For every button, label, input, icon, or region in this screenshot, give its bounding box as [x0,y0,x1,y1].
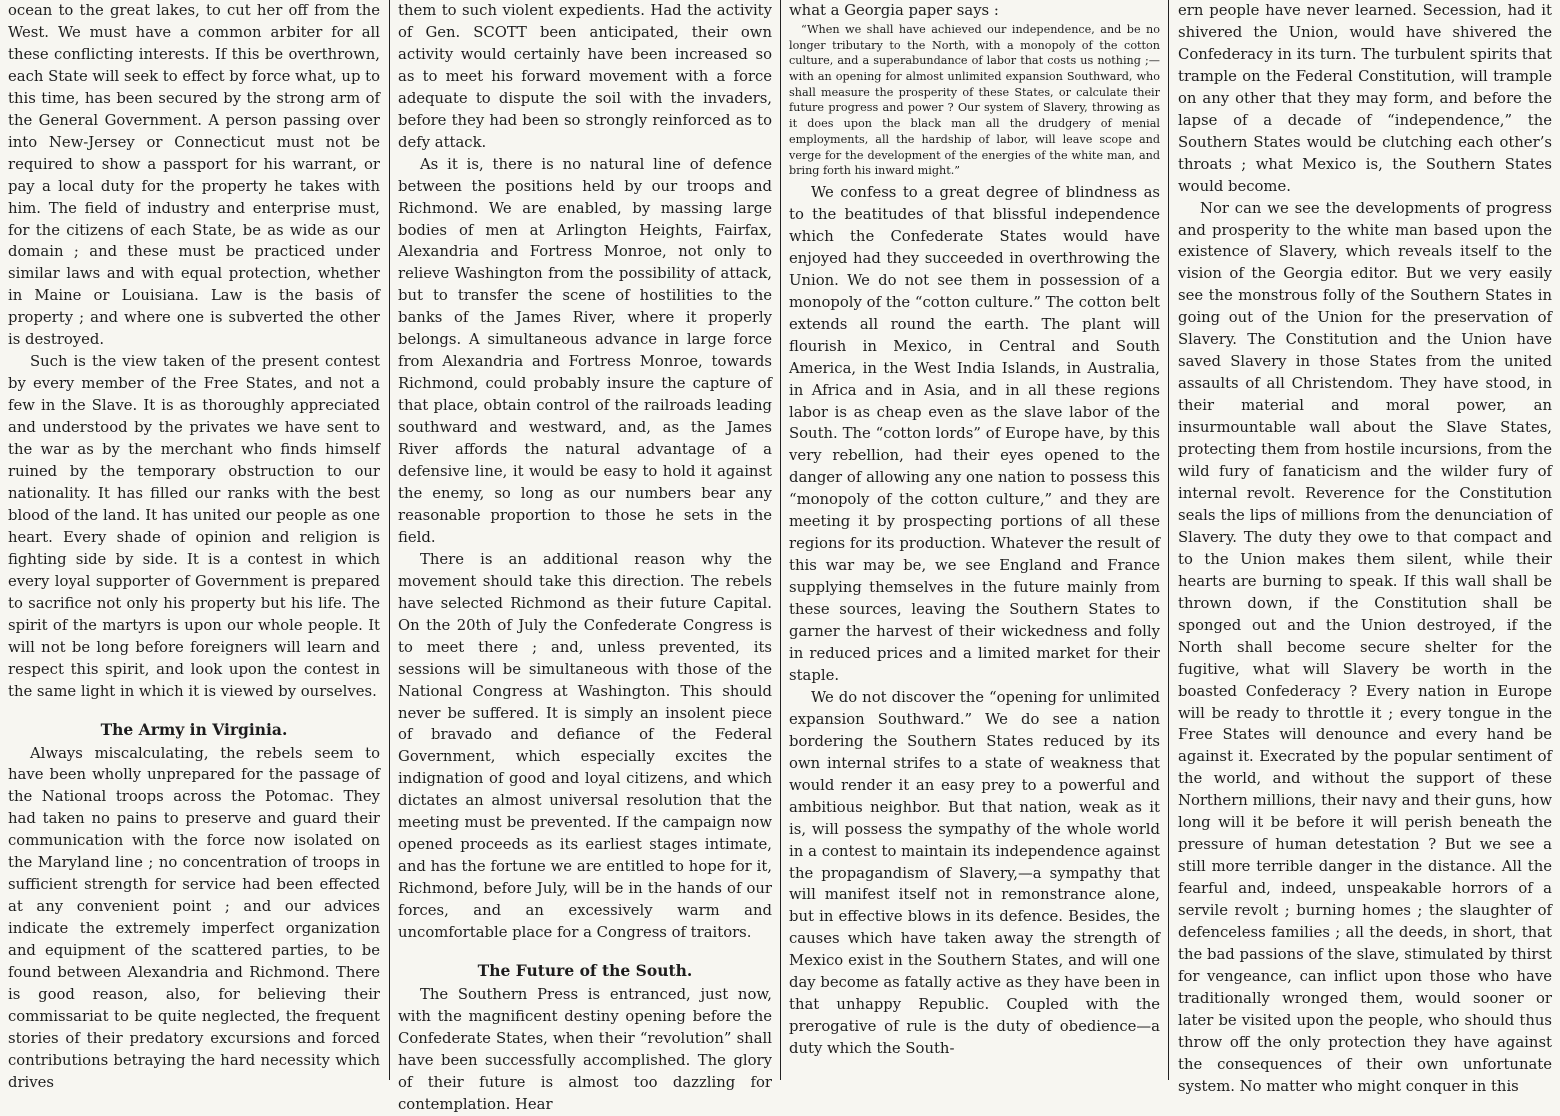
paragraph: Nor can we see the developments of progress and prosperity to the white man based upon the existence of Slavery, which reveals itself to the vision of the Georgia editor. But we very easily see the monstrous folly of the Southern States in going out of the Union for the preservation of Slavery. The Constitution and the Union have saved Slavery in those States from the united assaults of all Christendom. They have stood, in their material and moral power, an insurmountable wall about the Slave States, protecting them from hostile incursions, from the wild fury of fanaticism and the wilder fury of internal revolt. Reverence for the Constitution seals the lips of millions from the denunciation of Slavery. The duty they owe to that compact and to the Union makes them silent, while their hearts are burning to speak. If this wall shall be thrown down, if the Constitution shall be sponged out and the Union destroyed, if the North shall become secure shelter for the fugitive, what will Slavery be worth in the boasted Confederacy ? Every nation in Europe will be ready to throttle it ; every tongue in the Free States will denounce and every hand be against it. Execrated by the popular sentiment of the world, and without the support of these Northern millions, their navy and their guns, how long will it be before it will perish beneath the pressure of human detestation ? But we see a still more terrible danger in the distance. All the fearful and, indeed, unspeakable horrors of a servile revolt ; burning homes ; the slaughter of defenceless families ; all the deeds, in short, that the bad passions of the slave, stimulated by thirst for vengeance, can inflict upon those who have traditionally wronged them, would sooner or later be visited upon the people, who should thus throw off the only protection they have against the consequences of their own unfortunate system. No matter who might conquer in this [1178,199,1552,1095]
article-heading: The Army in Virginia. [100,719,288,739]
article-heading: The Future of the South. [477,960,693,980]
continued-paragraph: ern people have never learned. Secession, had it shivered the Union, would have shivered the Confederacy in its turn. The turbulent spirits that trample on the Federal Constitution, will trample on any other that they may form, and before the lapse of a decade of “independence,” the Southern States would be clutching each other’s throats ; what Mexico is, the Southern States would become. [1178,2,1552,195]
paragraph: There is an additional reason why the movement should take this direction. The rebels have selected Richmond as their future Capital. On the 20th of July the Confederate Congress is to meet there ; and, unless prevented, its sessions will be simultaneous with those of the National Congress at Washington. This should never be suffered. It is simply an insolent piece of bravado and defiance of the Federal Government, which especially excites the indignation of good and loyal citizens, and which dictates an almost universal resolution that the meeting must be prevented. If the campaign now opened proceeds as its earliest stages intimate, and has the fortune we are entitled to hope for it, Richmond, before July, will be in the hands of our forces, and an excessively warm and uncomfortable place for a Congress of traitors. [398,550,772,942]
column-rule-3 [1168,0,1169,1080]
column-rule-1 [389,0,390,1080]
paragraph: Always miscalculating, the rebels seem to have been wholly unprepared for the passage of the National troops across the Potomac. They had taken no pains to preserve and guard their communication with the force now isolated on the Maryland line ; no concentration of troops in sufficient strength for service had been effected at any convenient point ; and our advices indicate the extremely imperfect organization and equipment of the scattered parties, to be found between Alexandria and Richmond. There is good reason, also, for believing their commissariat to be quite neglected, the frequent stories of their predatory excursions and forced contributions betraying the hard necessity which drives [8,744,380,1091]
column-rule-2 [780,0,781,1080]
quoted-passage: “When we shall have achieved our independence, and be no longer tributary to the North, with a monopoly of the cotton culture, and a superabundance of labor that costs us nothing ;—with an opening for almost unlimited expansion Southward, who shall measure the prosperity of these States, or calculate their future progress and power ? Our system of Slavery, throwing as it does upon the black man all the drudgery of menial employments, all the hardship of labor, will leave scope and verge for the development of the energies of the white man, and bring forth his inward might.” [789,22,1160,178]
continued-paragraph: them to such violent expedients. Had the activity of Gen. SCOTT been anticipated, their own activity would certainly have been increased so as to meet his forward movement with a force adequate to dispute the soil with the invaders, before they had been so strongly reinforced as to defy attack. [398,2,772,151]
column-4 [1178,0,1552,1095]
paragraph: We do not discover the “opening for unlimited expansion Southward.” We do see a nation bordering the Southern States reduced by its own internal strifes to a state of weakness that would render it an easy prey to a powerful and ambitious neighbor. But that nation, weak as it is, will possess the sympathy of the whole world in a contest to maintain its independence against the propagandism of Slavery,—a sympathy that will manifest itself not in remonstrance alone, but in effective blows in its defence. Besides, the causes which have taken away the strength of Mexico exist in the Southern States, and will one day become as fatally active as they have been in that unhappy Republic. Coupled with the prerogative of rule is the duty of obedience—a duty which the South- [789,688,1160,1058]
column-1 [8,0,380,1091]
paragraph: The Southern Press is entranced, just now, with the magnificent destiny opening before the Confederate States, when their “revolution” shall have been successfully accomplished. The glory of their future is almost too dazzling for contemplation. Hear [398,985,772,1113]
column-2 [398,0,772,1113]
paragraph: Such is the view taken of the present contest by every member of the Free States, and not a few in the Slave. It is as thoroughly appreciated and understood by the privates we have sent to the war as by the merchant who finds himself ruined by the temporary obstruction to our nationality. It has filled our ranks with the best blood of the land. It has united our people as one heart. Every shade of opinion and religion is fighting side by side. It is a contest in which every loyal supporter of Government is prepared to sacrifice not only his property but his life. The spirit of the martyrs is upon our whole people. It will not be long before foreigners will learn and respect this spirit, and look upon the contest in the same light in which it is viewed by ourselves. [8,353,380,700]
paragraph: As it is, there is no natural line of defence between the positions held by our troops and Richmond. We are enabled, by massing large bodies of men at Arlington Heights, Fairfax, Alexandria and Fortress Monroe, not only to relieve Washington from the possibility of attack, but to transfer the scene of hostilities to the banks of the James River, where it properly belongs. A simultaneous advance in large force from Alexandria and Fortress Monroe, towards Richmond, could probably insure the capture of that place, obtain control of the railroads leading southward and westward, and, as the James River affords the natural advantage of a defensive line, it would be easy to hold it against the enemy, so long as our numbers bear any reasonable proportion to those he sets in the field. [398,155,772,546]
continued-paragraph: ocean to the great lakes, to cut her off from the West. We must have a common arbiter for all these conflicting interests. If this be overthrown, each State will seek to effect by force what, up to this time, has been secured by the strong arm of the General Government. A person passing over into New-Jersey or Connecticut must not be required to show a passport for his warrant, or pay a local duty for the property he takes with him. The field of industry and enterprise must, for the citizens of each State, be as wide as our domain ; and these must be practiced under similar laws and with equal protection, whether in Maine or Louisiana. Law is the basis of property ; and where one is subverted the other is destroyed. [8,2,380,349]
column-3 [789,0,1160,1080]
paragraph: We confess to a great degree of blindness as to the beatitudes of that blissful independence which the Confederate States would have enjoyed had they succeeded in overthrowing the Union. We do not see them in possession of a monopoly of the “cotton culture.” The cotton belt extends all round the earth. The plant will flourish in Mexico, in Central and South America, in the West India Islands, in Australia, in Africa and in Asia, and in all these regions labor is as cheap even as the slave labor of the South. The “cotton lords” of Europe have, by this very rebellion, had their eyes opened to the danger of allowing any one nation to possess this “monopoly of the cotton culture,” and they are meeting it by prospecting portions of all these regions for its production. Whatever the result of this war may be, we see England and France supplying themselves in the future mainly from these sources, leaving the Southern States to garner the harvest of their wickedness and folly in reduced prices and a limited market for their staple. [789,183,1160,684]
continued-paragraph: what a Georgia paper says : [789,2,999,19]
